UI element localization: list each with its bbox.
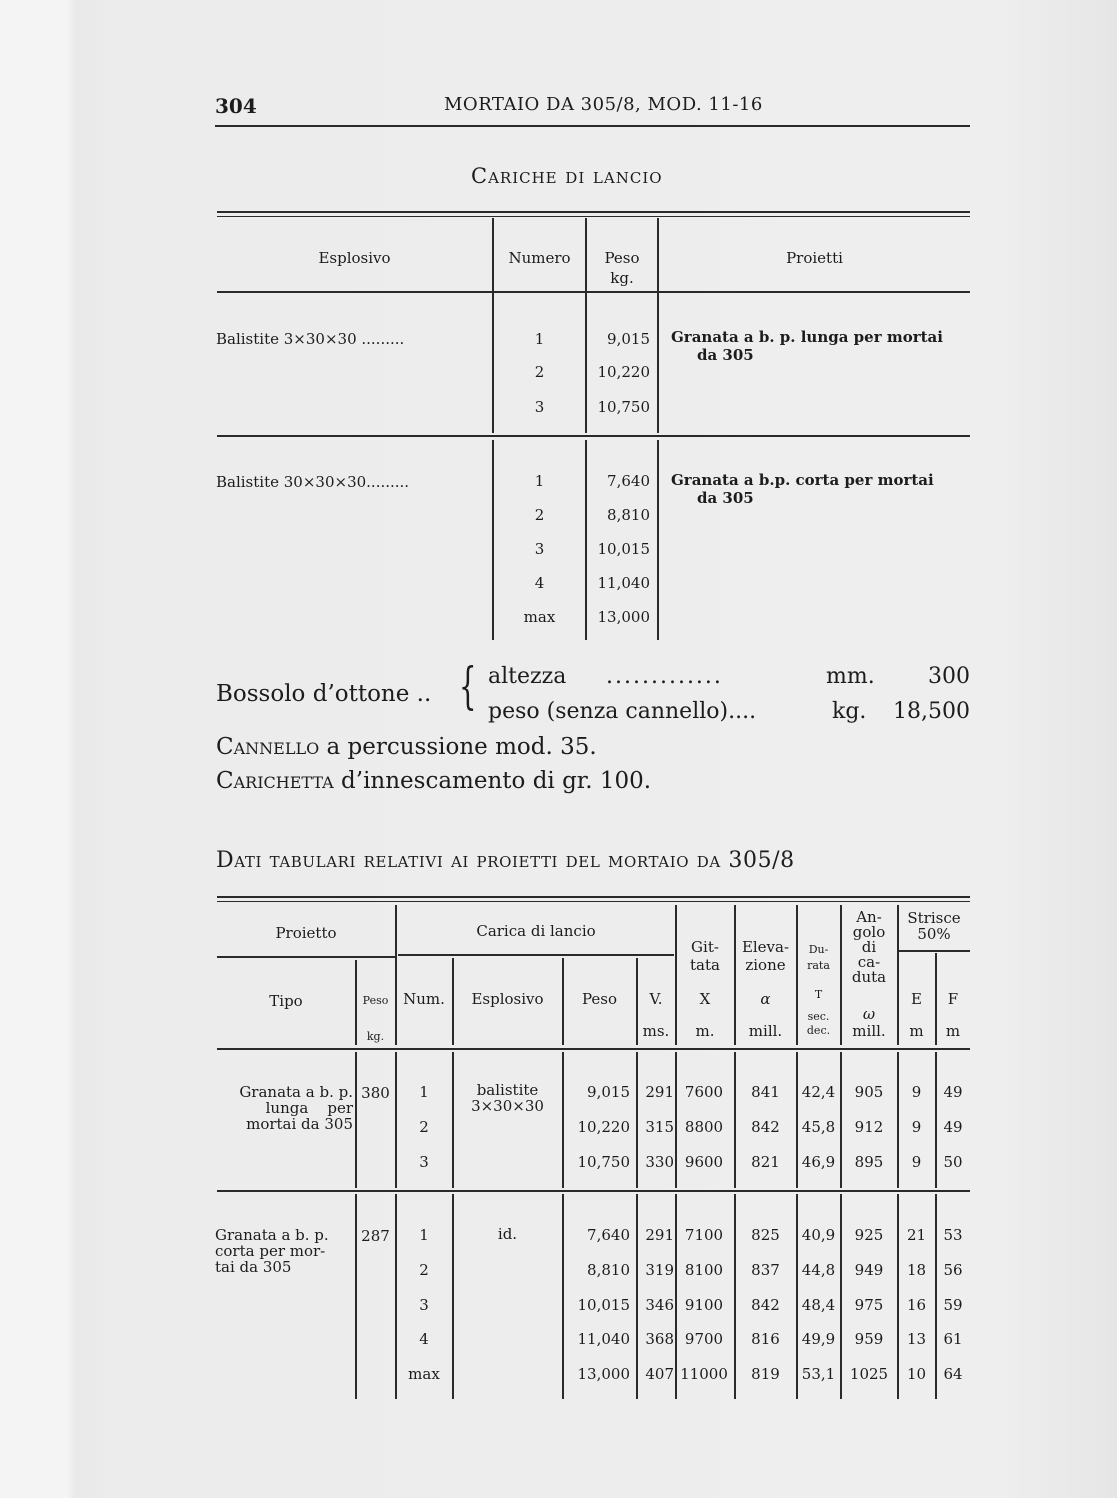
t2-g2-tipo: Granata a b. p. corta per mor- tai da 305 (215, 1226, 329, 1276)
t2-col-angolo-sym: ω (862, 1005, 876, 1023)
t2-col-durata: Du- rata (807, 943, 830, 972)
t2-cell-peso: 10,220 (577, 1118, 630, 1136)
t2-col-v-unit: ms. (642, 1022, 670, 1040)
t2-col-e-unit: m (909, 1022, 924, 1040)
t1-cell: 4 (534, 574, 545, 592)
t1-g1-esplosivo: Balistite 3×30×30 ......... (216, 330, 405, 348)
header-rule (215, 125, 970, 127)
running-title: MORTAIO DA 305/8, MOD. 11-16 (444, 94, 763, 115)
t2-sub-rule (217, 956, 395, 958)
t2-top-rule-2 (217, 901, 970, 902)
t2-cell-num: 1 (419, 1083, 429, 1101)
cannello-rest: a percussione mod. 35. (319, 734, 597, 760)
t2-cell-f: 64 (943, 1365, 963, 1383)
t1-cell: 7,640 (607, 472, 650, 490)
t2-cell-num: 1 (419, 1226, 429, 1244)
bossolo-peso: peso (senza cannello).... (488, 699, 757, 724)
t2-col-gittata-unit: m. (695, 1022, 715, 1040)
t2-cell-e: 13 (906, 1330, 927, 1348)
t1-cell: 1 (534, 330, 545, 348)
t2-col-peso2: Peso (581, 990, 618, 1008)
t2-cell-v: 368 (645, 1330, 674, 1348)
t2-cell-num: 4 (419, 1330, 429, 1348)
t2-cell-e: 9 (911, 1153, 922, 1171)
bossolo-label: Bossolo d’ottone .. (216, 681, 432, 707)
t2-col-gittata-sym: X (699, 990, 711, 1008)
t2-cell-v: 346 (645, 1296, 674, 1314)
t2-cell-a: 842 (751, 1118, 780, 1136)
t2-vline (355, 1194, 357, 1399)
bossolo-altezza-value: 300 (928, 664, 970, 689)
t2-cell-x: 9600 (684, 1153, 724, 1171)
t2-cell-v: 315 (645, 1118, 674, 1136)
t2-sub-rule (898, 950, 970, 952)
t2-col-proietto: Proietto (275, 924, 337, 942)
t2-col-f: F (947, 990, 959, 1008)
t1-header-rule (217, 291, 970, 293)
t1-cell: 3 (534, 398, 545, 416)
bossolo-peso-value: 18,500 (893, 699, 970, 724)
t2-cell-num: 2 (419, 1118, 429, 1136)
t2-cell-f: 61 (943, 1330, 963, 1348)
t2-cell-w: 1025 (849, 1365, 889, 1383)
t2-cell-v: 291 (645, 1083, 674, 1101)
t2-cell-w: 925 (854, 1226, 884, 1244)
t2-cell-num: 3 (419, 1153, 429, 1171)
t2-g1-peso: 380 (361, 1084, 390, 1102)
t2-g1-esplosivo: balistite 3×30×30 (471, 1081, 544, 1115)
t2-cell-f: 56 (943, 1261, 963, 1279)
t2-cell-f: 53 (943, 1226, 963, 1244)
t2-cell-x: 7600 (684, 1083, 724, 1101)
t1-col-numero: Numero (508, 249, 571, 267)
t2-col-v: V. (649, 990, 663, 1008)
t2-cell-e: 18 (906, 1261, 927, 1279)
cannello-head: Cannello (216, 734, 320, 760)
t2-cell-a: 837 (751, 1261, 780, 1279)
t2-cell-peso: 13,000 (577, 1365, 630, 1383)
t2-cell-x: 8800 (684, 1118, 724, 1136)
t2-cell-x: 8100 (684, 1261, 724, 1279)
t1-cell: 2 (534, 363, 545, 381)
t2-cell-e: 10 (906, 1365, 927, 1383)
t2-col-durata-unit-2: dec. (806, 1024, 831, 1037)
table2-title: Dati tabulari relativi ai proietti del mortaio da 305/8 (216, 848, 795, 873)
t1-top-rule-2 (217, 216, 970, 217)
t1-cell: max (523, 608, 556, 626)
t1-vline (657, 440, 659, 640)
page-number: 304 (215, 94, 257, 118)
t2-cell-t: 40,9 (801, 1226, 836, 1244)
t1-col-proietti: Proietti (786, 249, 843, 267)
t2-cell-t: 46,9 (801, 1153, 836, 1171)
t1-col-peso-unit: kg. (610, 269, 634, 287)
t2-col-num: Num. (403, 990, 445, 1008)
t2-cell-a: 842 (751, 1296, 780, 1314)
t2-cell-f: 49 (943, 1083, 963, 1101)
t1-cell: 3 (534, 540, 545, 558)
t2-col-tipo: Tipo (269, 992, 303, 1010)
t1-col-esplosivo: Esplosivo (318, 249, 391, 267)
t2-vline (355, 1052, 357, 1188)
bossolo-altezza: altezza (488, 664, 567, 689)
t2-g2-esplosivo: id. (497, 1225, 518, 1243)
t1-cell: 1 (534, 472, 545, 490)
cannello-line (216, 734, 597, 760)
t1-cell: 9,015 (607, 330, 650, 348)
t2-col-peso-unit: kg. (366, 1030, 385, 1043)
t2-cell-num: 3 (419, 1296, 429, 1314)
t2-cell-w: 949 (854, 1261, 884, 1279)
t2-vline (452, 1052, 454, 1188)
t2-col-durata-sym: T (814, 988, 823, 1001)
t2-cell-f: 50 (943, 1153, 963, 1171)
t1-g1-proietti-2: da 305 (697, 346, 754, 364)
t2-cell-x: 11000 (680, 1365, 728, 1383)
t2-col-esplosivo: Esplosivo (471, 990, 544, 1008)
t2-cell-t: 48,4 (801, 1296, 836, 1314)
t2-cell-v: 407 (645, 1365, 674, 1383)
t2-group-rule (217, 1190, 970, 1192)
t2-cell-peso: 10,015 (577, 1296, 630, 1314)
t2-col-peso: Peso (362, 994, 389, 1007)
t2-cell-a: 816 (751, 1330, 780, 1348)
t2-g2-peso: 287 (361, 1227, 390, 1245)
t2-cell-a: 825 (751, 1226, 780, 1244)
t2-sub-rule (398, 954, 674, 956)
bossolo-peso-unit: kg. (832, 699, 867, 724)
t1-cell: 2 (534, 506, 545, 524)
t2-g1-tipo: Granata a b. p. lunga per mortai da 305 (239, 1083, 353, 1133)
t1-cell: 10,220 (597, 363, 650, 381)
t2-col-f-unit: m (945, 1022, 961, 1040)
t2-cell-w: 959 (854, 1330, 884, 1348)
t1-cell: 11,040 (597, 574, 650, 592)
t2-header-rule (217, 1048, 970, 1050)
t1-cell: 10,015 (597, 540, 650, 558)
table1-title: Cariche di lancio (471, 164, 663, 188)
t2-cell-x: 9700 (684, 1330, 724, 1348)
t2-cell-x: 7100 (684, 1226, 724, 1244)
t2-cell-peso: 9,015 (587, 1083, 630, 1101)
t1-g2-esplosivo: Balistite 30×30×30......... (216, 473, 410, 491)
bossolo-dots: ............. (606, 664, 723, 689)
t2-col-elevazione: Eleva- zione (741, 938, 790, 974)
t2-cell-a: 819 (751, 1365, 780, 1383)
t2-col-elevazione-unit: mill. (748, 1022, 783, 1040)
t2-cell-peso: 7,640 (587, 1226, 630, 1244)
carichetta-head: Carichetta (216, 768, 334, 794)
t2-cell-w: 912 (854, 1118, 884, 1136)
t2-cell-w: 905 (854, 1083, 884, 1101)
t2-cell-v: 319 (645, 1261, 674, 1279)
t2-cell-e: 21 (906, 1226, 927, 1244)
t2-cell-peso: 10,750 (577, 1153, 630, 1171)
t2-col-angolo-unit: mill. (852, 1022, 886, 1040)
t1-cell: 13,000 (597, 608, 650, 626)
t2-col-durata-unit: sec. (807, 1010, 830, 1023)
t2-col-carica: Carica di lancio (476, 922, 596, 940)
t2-cell-num: 2 (419, 1261, 429, 1279)
t1-g2-proietti: Granata a b.p. corta per mortai (671, 471, 934, 489)
t2-cell-num: max (408, 1365, 440, 1383)
t2-cell-a: 821 (751, 1153, 780, 1171)
t2-cell-f: 59 (943, 1296, 963, 1314)
t2-cell-f: 49 (943, 1118, 963, 1136)
carichetta-line (216, 768, 651, 794)
bossolo-altezza-unit: mm. (826, 664, 875, 689)
t2-col-e: E (911, 990, 922, 1008)
t2-col-gittata: Git- tata (690, 938, 720, 974)
t2-cell-e: 9 (911, 1083, 922, 1101)
t1-g1-proietti: Granata a b. p. lunga per mortai (671, 328, 943, 346)
t2-cell-peso: 11,040 (577, 1330, 630, 1348)
t1-cell: 8,810 (607, 506, 650, 524)
carichetta-rest: d’innescamento di gr. 100. (333, 768, 652, 794)
t2-cell-peso: 8,810 (587, 1261, 630, 1279)
t2-cell-t: 45,8 (801, 1118, 836, 1136)
t2-cell-e: 16 (906, 1296, 927, 1314)
t2-cell-w: 895 (854, 1153, 884, 1171)
t2-cell-t: 44,8 (801, 1261, 836, 1279)
bossolo-brace: { (459, 657, 477, 715)
t2-cell-a: 841 (751, 1083, 780, 1101)
t2-top-rule (217, 896, 970, 898)
t2-cell-x: 9100 (684, 1296, 724, 1314)
t1-top-rule (217, 211, 970, 213)
t1-group-rule (217, 435, 970, 437)
t2-cell-w: 975 (854, 1296, 884, 1314)
t2-cell-v: 330 (645, 1153, 674, 1171)
t2-cell-v: 291 (645, 1226, 674, 1244)
t2-cell-t: 53,1 (801, 1365, 836, 1383)
t1-cell: 10,750 (597, 398, 650, 416)
t2-col-elevazione-sym: α (760, 990, 771, 1008)
t2-col-strisce: Strisce 50% (907, 909, 961, 943)
t2-cell-t: 49,9 (801, 1330, 836, 1348)
t2-col-angolo: An- golo di ca- duta (851, 908, 887, 986)
t1-col-peso: Peso (604, 249, 640, 267)
t1-g2-proietti-2: da 305 (697, 489, 754, 507)
t2-cell-e: 9 (911, 1118, 922, 1136)
t2-cell-t: 42,4 (801, 1083, 836, 1101)
